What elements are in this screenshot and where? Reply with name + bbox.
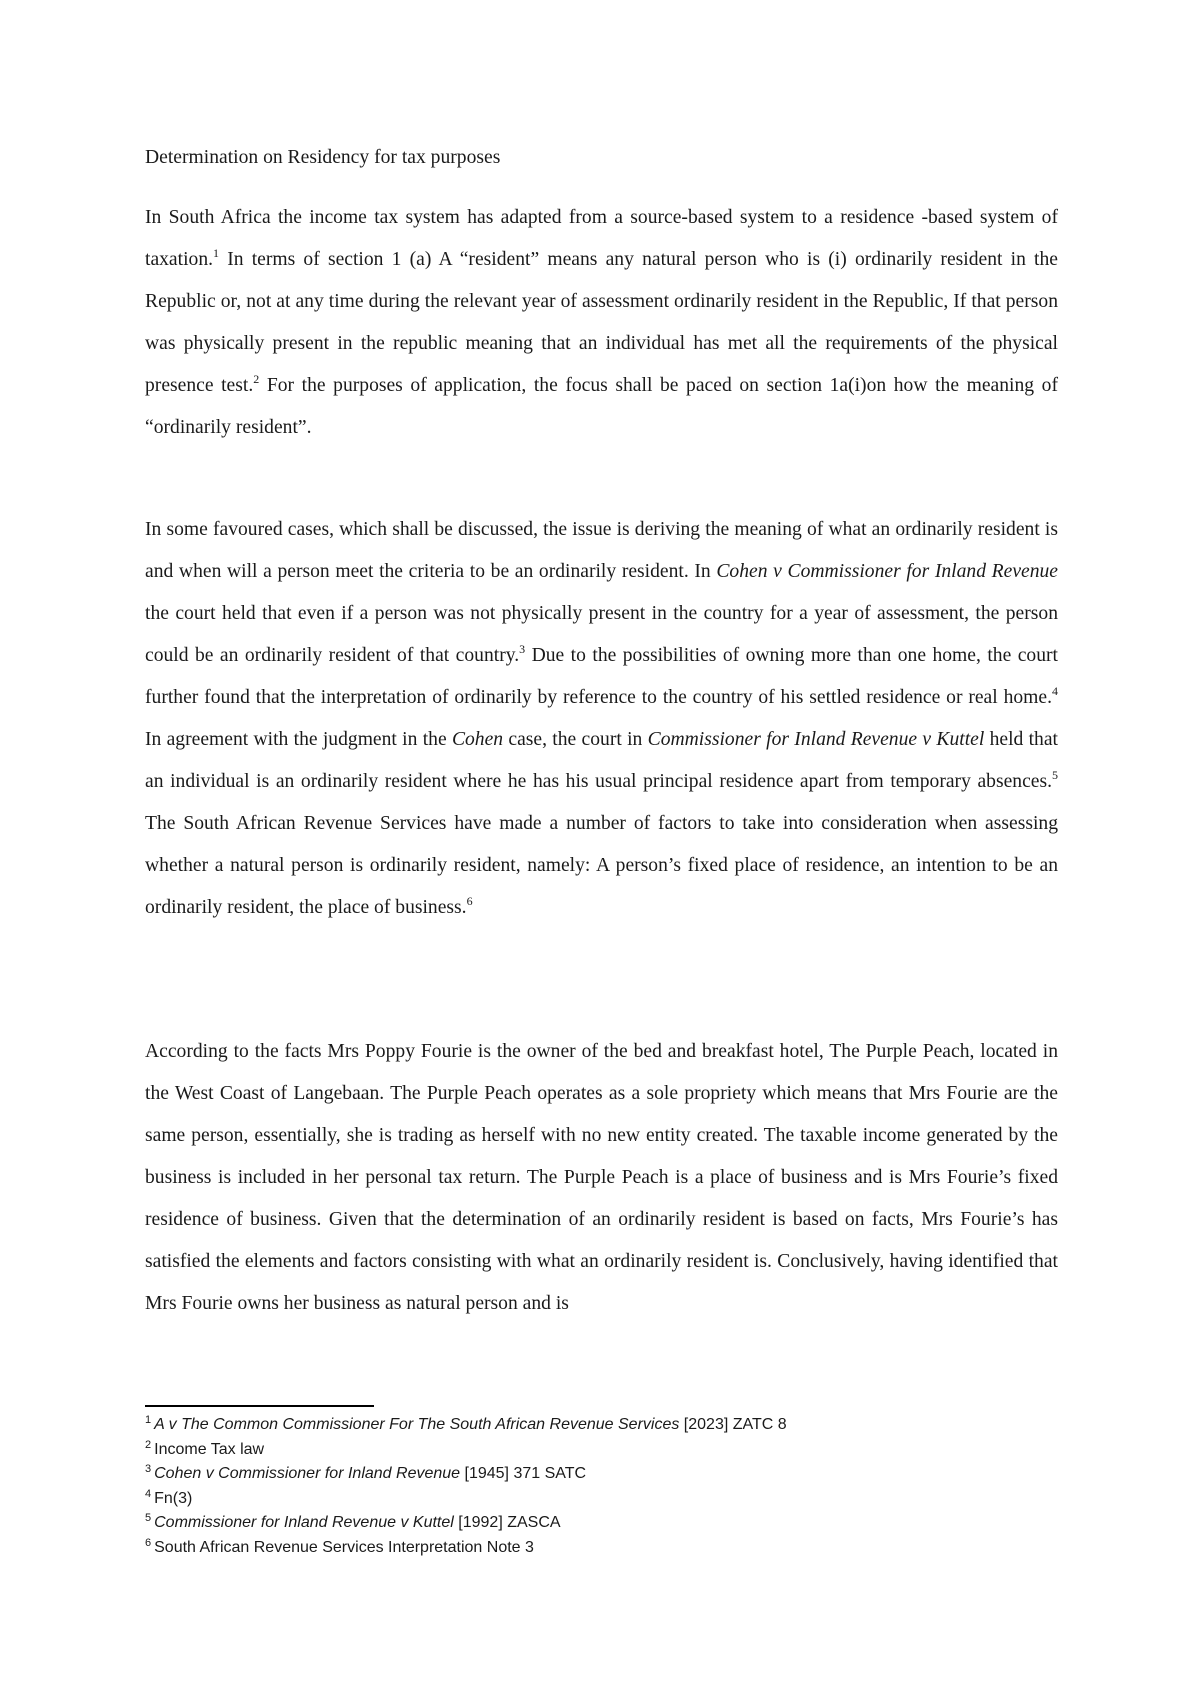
footnote-ref: 2 — [253, 372, 260, 386]
footnote-number: 2 — [145, 1438, 152, 1451]
paragraph-text: The South African Revenue Services have made a number of factors to take into consideration when assessing whether a natural person is ordinarily resident, namely: A person’s fixed place of residence, an intention to be an ordinarily resident, the place of business. — [145, 813, 1058, 918]
footnote-number: 3 — [145, 1463, 152, 1475]
paragraph-text: case, the court in — [503, 729, 648, 750]
paragraph-text: In agreement with the judgment in the — [145, 729, 452, 750]
footnotes-section — [145, 1413, 1045, 1560]
paragraph-case-law — [145, 509, 1058, 929]
footnote-italic: Cohen v Commissioner for Inland Revenue — [154, 1465, 461, 1482]
paragraph-residency-definition — [145, 197, 1058, 449]
paragraph-text: held that an individual is an ordinarily resident where he has his usual principal residence apart from temporary absences. — [145, 729, 1058, 792]
footnote-number: 1 — [145, 1414, 152, 1426]
case-name: Cohen — [451, 729, 504, 750]
paragraph-text: In some favoured cases, which shall be discussed, the issue is deriving the meaning of what an ordinarily resident is and when will a person meet the criteria to be an ordinarily resident. In — [145, 519, 1058, 582]
footnote — [145, 1511, 1045, 1536]
footnote-number: 6 — [145, 1536, 152, 1549]
footnote-italic: Commissioner for Inland Revenue v Kuttel — [154, 1514, 454, 1531]
footnote — [145, 1438, 1045, 1463]
footnote-ref: 3 — [519, 642, 526, 656]
paragraph-text: For the purposes of application, the focus shall be paced on section 1a(i)on how the meaning of “ordinarily resident”. — [145, 375, 1058, 438]
footnote-number: 5 — [145, 1512, 152, 1524]
footnote — [145, 1487, 1045, 1512]
footnote-italic: A v The Common Commissioner For The South African Revenue Services — [154, 1416, 680, 1433]
case-name: Cohen v Commissioner for Inland Revenue — [716, 561, 1059, 582]
paragraph-text: the court held that even if a person was not physically present in the country for a year of assessment, the person could be an ordinarily resident of that country. — [145, 603, 1058, 666]
footnote-text: [1945] 371 SATC — [460, 1465, 587, 1482]
paragraph-application-facts: According to the facts Mrs Poppy Fourie is the owner of the bed and breakfast hotel, The Purple Peach, located in the West Coast of Langebaan. The Purple Peach operates as a sole propriety which means that Mrs Fourie are the same person, essentially, she is trading as herself with no new entity created. The taxable income generated by the business is included in her personal tax return. The Purple Peach is a place of business and is Mrs Fourie’s fixed residence of business. Given that the determination of an ordinarily resident is based on facts, Mrs Fourie’s has satisfied the elements and factors consisting with what an ordinarily resident is. Conclusively, having identified that Mrs Fourie owns her business as natural person and is — [145, 1041, 1058, 1314]
footnote-text: Income Tax law — [154, 1440, 265, 1458]
footnote — [145, 1536, 1045, 1561]
footnote-separator — [145, 1405, 374, 1407]
footnote — [145, 1462, 1045, 1487]
footnote-text: [1992] ZASCA — [453, 1514, 561, 1531]
footnote-text: Fn(3) — [154, 1489, 193, 1507]
footnote-ref: 5 — [1052, 768, 1058, 782]
footnote-number: 4 — [145, 1487, 152, 1500]
paragraph-text: In South Africa the income tax system has adapted from a source-based system to a residence -based system of taxation. — [145, 207, 1058, 270]
case-name: Commissioner for Inland Revenue v Kuttel — [647, 729, 985, 750]
footnote-ref: 6 — [466, 894, 473, 908]
footnote-text: South African Revenue Services Interpretation Note 3 — [154, 1538, 534, 1556]
document-title: Determination on Residency for tax purposes — [145, 147, 501, 168]
footnote-ref: 4 — [1052, 684, 1058, 698]
paragraph-text: Due to the possibilities of owning more than one home, the court further found that the interpretation of ordinarily by reference to the country of his settled residence or real home. — [145, 645, 1058, 708]
footnote-ref: 1 — [213, 246, 220, 260]
footnote-text: [2023] ZATC 8 — [679, 1416, 787, 1433]
paragraph-text: In terms of section 1 (a) A “resident” means any natural person who is (i) ordinarily resident in the Republic or, not at any time during the relevant year of assessment ordinarily resident in the Republic, If that person was physically present in the republic meaning that an individual has met all the requirements of the physical presence test. — [145, 249, 1058, 396]
footnote — [145, 1413, 1045, 1438]
